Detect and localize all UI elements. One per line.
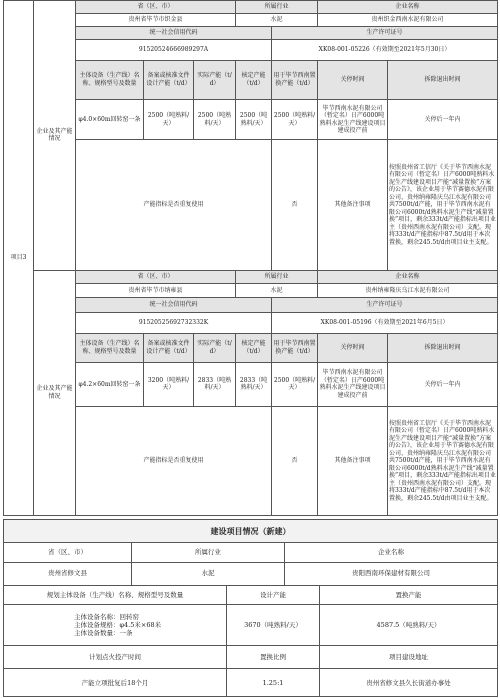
demolish-time-value-2: 关停后一年内	[388, 363, 498, 407]
equip-header-2: 主体设备（生产线）名称、规格型号及数量	[76, 333, 144, 362]
enterprise-label-2: 企业及其产能情况	[34, 270, 76, 515]
replace-header: 用于毕节西南置换产能（t/d）	[272, 60, 318, 100]
license-header-2: 生产许可证号	[272, 298, 498, 313]
c-ignition-header: 计划点火投产时间	[4, 646, 227, 669]
company-value-2: 贵州纳雍隆庆乌江水泥有限公司	[318, 283, 498, 298]
c-design-header: 设计产能	[227, 585, 320, 605]
project-3-table	[3, 0, 498, 516]
c-ratio-value: 1.25:1	[227, 669, 320, 697]
c-region-value: 贵州省修文县	[4, 562, 132, 585]
verified-value-2: 2833（吨熟料/天）	[236, 363, 272, 407]
actual-value: 2500（吨熟料/天）	[194, 100, 236, 140]
capacity-value-2: 3200（吨熟料/天）	[144, 363, 194, 407]
replace-value-2: 2500（吨熟料/天）	[272, 363, 318, 407]
credit-code-value: 91520524666989297A	[76, 39, 272, 60]
replace-header-2: 用于毕节西南置换产能（t/d）	[272, 333, 318, 362]
credit-code-header: 统一社会信用代码	[76, 27, 272, 40]
c-equip-line-name: 主体设备名称：回转窑	[74, 613, 139, 622]
credit-code-value-2: 91520525692732332K	[76, 312, 272, 333]
construction-project-table	[3, 519, 498, 697]
other-notes-value: 按照贵州省工信厅《关于毕节西南水泥有限公司（暂定名）日产6000吨熟料水泥生产线建设项目产能“减量置换”方案的公告》，该企业用于毕节赛德水泥有限公司、贵州纳雍隆庆乌江水泥有限公司共7500t/d产能，用于毕节西南水泥有限公司6000t/d熟料水泥生产线“减量置换”项目，剩余333t/d产能指标出项目业主（贵州西南水泥有限公司）支配。现将333t/d产能指标中87.5t/d用于本次置换，剩余245.5t/d由项目业主支配。	[388, 140, 498, 271]
verified-header: 核定产能（t/d）	[236, 60, 272, 100]
dup-check-value: 否	[272, 140, 318, 271]
c-ratio-header: 置换比例	[227, 646, 320, 669]
capacity-header-2: 备案或核准文件设计产能（t/d）	[144, 333, 194, 362]
close-time-header: 关停时间	[318, 60, 388, 100]
c-company-value: 贵阳西南环保建材有限公司	[285, 562, 498, 585]
region-value-2: 贵州省毕节市纳雍县	[76, 283, 236, 298]
license-value: XK08-001-05226（有效期至2021年5月30日）	[272, 39, 498, 60]
c-replace-header: 置换产能	[320, 585, 498, 605]
close-time-value: 毕节西南水泥有限公司（暂定名）日产6000吨熟料水泥生产线建设项目建成投产前	[318, 100, 388, 140]
company-header: 企业名称	[318, 1, 498, 14]
c-equip-line-count: 主体设备数量：一条	[74, 629, 133, 638]
construction-title: 建设项目情况（新建）	[4, 520, 498, 543]
verified-header-2: 核定产能（t/d）	[236, 333, 272, 362]
company-value: 贵州织金西南水泥有限公司	[318, 13, 498, 27]
region-header: 省（区、市）	[76, 1, 236, 14]
equip-value-2: φ4.2×60m回转窑一条	[76, 363, 144, 407]
enterprise-label: 企业及其产能情况	[34, 1, 76, 271]
verified-value: 2500（吨熟料/天）	[236, 100, 272, 140]
c-equip-value	[4, 605, 227, 646]
demolish-time-header: 拆除退出时间	[388, 60, 498, 100]
replace-value: 2500（吨熟料/天）	[272, 100, 318, 140]
capacity-header: 备案或核准文件设计产能（t/d）	[144, 60, 194, 100]
equip-value: φ4.0×60m回转窑一条	[76, 100, 144, 140]
industry-value: 水泥	[236, 13, 318, 27]
license-value-2: XK08-001-05196（有效期至2021年6月5日）	[272, 312, 498, 333]
c-replace-value: 4587.5（吨熟料/天）	[320, 605, 498, 646]
c-ignition-value: 产能立项批复后18个月	[4, 669, 227, 697]
region-value: 贵州省毕节市织金县	[76, 13, 236, 27]
demolish-time-header-2: 拆除退出时间	[388, 333, 498, 362]
other-notes-value-2: 按照贵州省工信厅《关于毕节西南水泥有限公司（暂定名）日产6000吨熟料水泥生产线建设项目产能“减量置换”方案的公告》，该企业用于毕节赛德水泥有限公司、贵州纳雍隆庆乌江水泥有限公司共7500t/d产能，用于毕节西南水泥有限公司6000t/d熟料水泥生产线“减量置换”项目，剩余333t/d产能指标出项目业主（贵州西南水泥有限公司）支配。现将333t/d产能指标中87.5t/d用于本次置换，剩余245.5t/d由项目业主支配。	[388, 406, 498, 515]
c-industry-header: 所属行业	[132, 542, 285, 562]
capacity-value: 2500（吨熟料/天）	[144, 100, 194, 140]
region-header-2: 省（区、市）	[76, 270, 236, 283]
company-header-2: 企业名称	[318, 270, 498, 283]
industry-header-2: 所属行业	[236, 270, 318, 283]
c-region-header: 省（区、市）	[4, 542, 132, 562]
close-time-header-2: 关停时间	[318, 333, 388, 362]
project-label: 项目3	[4, 1, 34, 516]
dup-check-label-2: 产能指标是否重复使用	[76, 406, 272, 515]
other-notes-label: 其他备注事项	[318, 140, 388, 271]
dup-check-value-2: 否	[272, 406, 318, 515]
license-header: 生产许可证号	[272, 27, 498, 40]
equip-header: 主体设备（生产线）名称、规格型号及数量	[76, 60, 144, 100]
c-equip-header: 规划主体设备（生产线）名称、规格型号及数量	[4, 585, 227, 605]
c-company-header: 企业名称	[285, 542, 498, 562]
industry-header: 所属行业	[236, 1, 318, 14]
actual-value-2: 2833（吨熟料/天）	[194, 363, 236, 407]
c-industry-value: 水泥	[132, 562, 285, 585]
credit-code-header-2: 统一社会信用代码	[76, 298, 272, 313]
c-address-value: 贵州省修文县久长街道办事处	[320, 669, 498, 697]
dup-check-label: 产能指标是否重复使用	[76, 140, 272, 271]
c-equip-line-spec: 主体设备规格：φ4.5米×68米	[74, 621, 162, 630]
close-time-value-2: 毕节西南水泥有限公司（暂定名）日产6000吨熟料水泥生产线建设项目建成投产前	[318, 363, 388, 407]
actual-header: 实际产能（t/d）	[194, 60, 236, 100]
c-design-value: 3670（吨熟料/天）	[227, 605, 320, 646]
actual-header-2: 实际产能（t/d）	[194, 333, 236, 362]
industry-value-2: 水泥	[236, 283, 318, 298]
other-notes-label-2: 其他备注事项	[318, 406, 388, 515]
c-address-header: 项目建设地址	[320, 646, 498, 669]
demolish-time-value: 关停后一年内	[388, 100, 498, 140]
